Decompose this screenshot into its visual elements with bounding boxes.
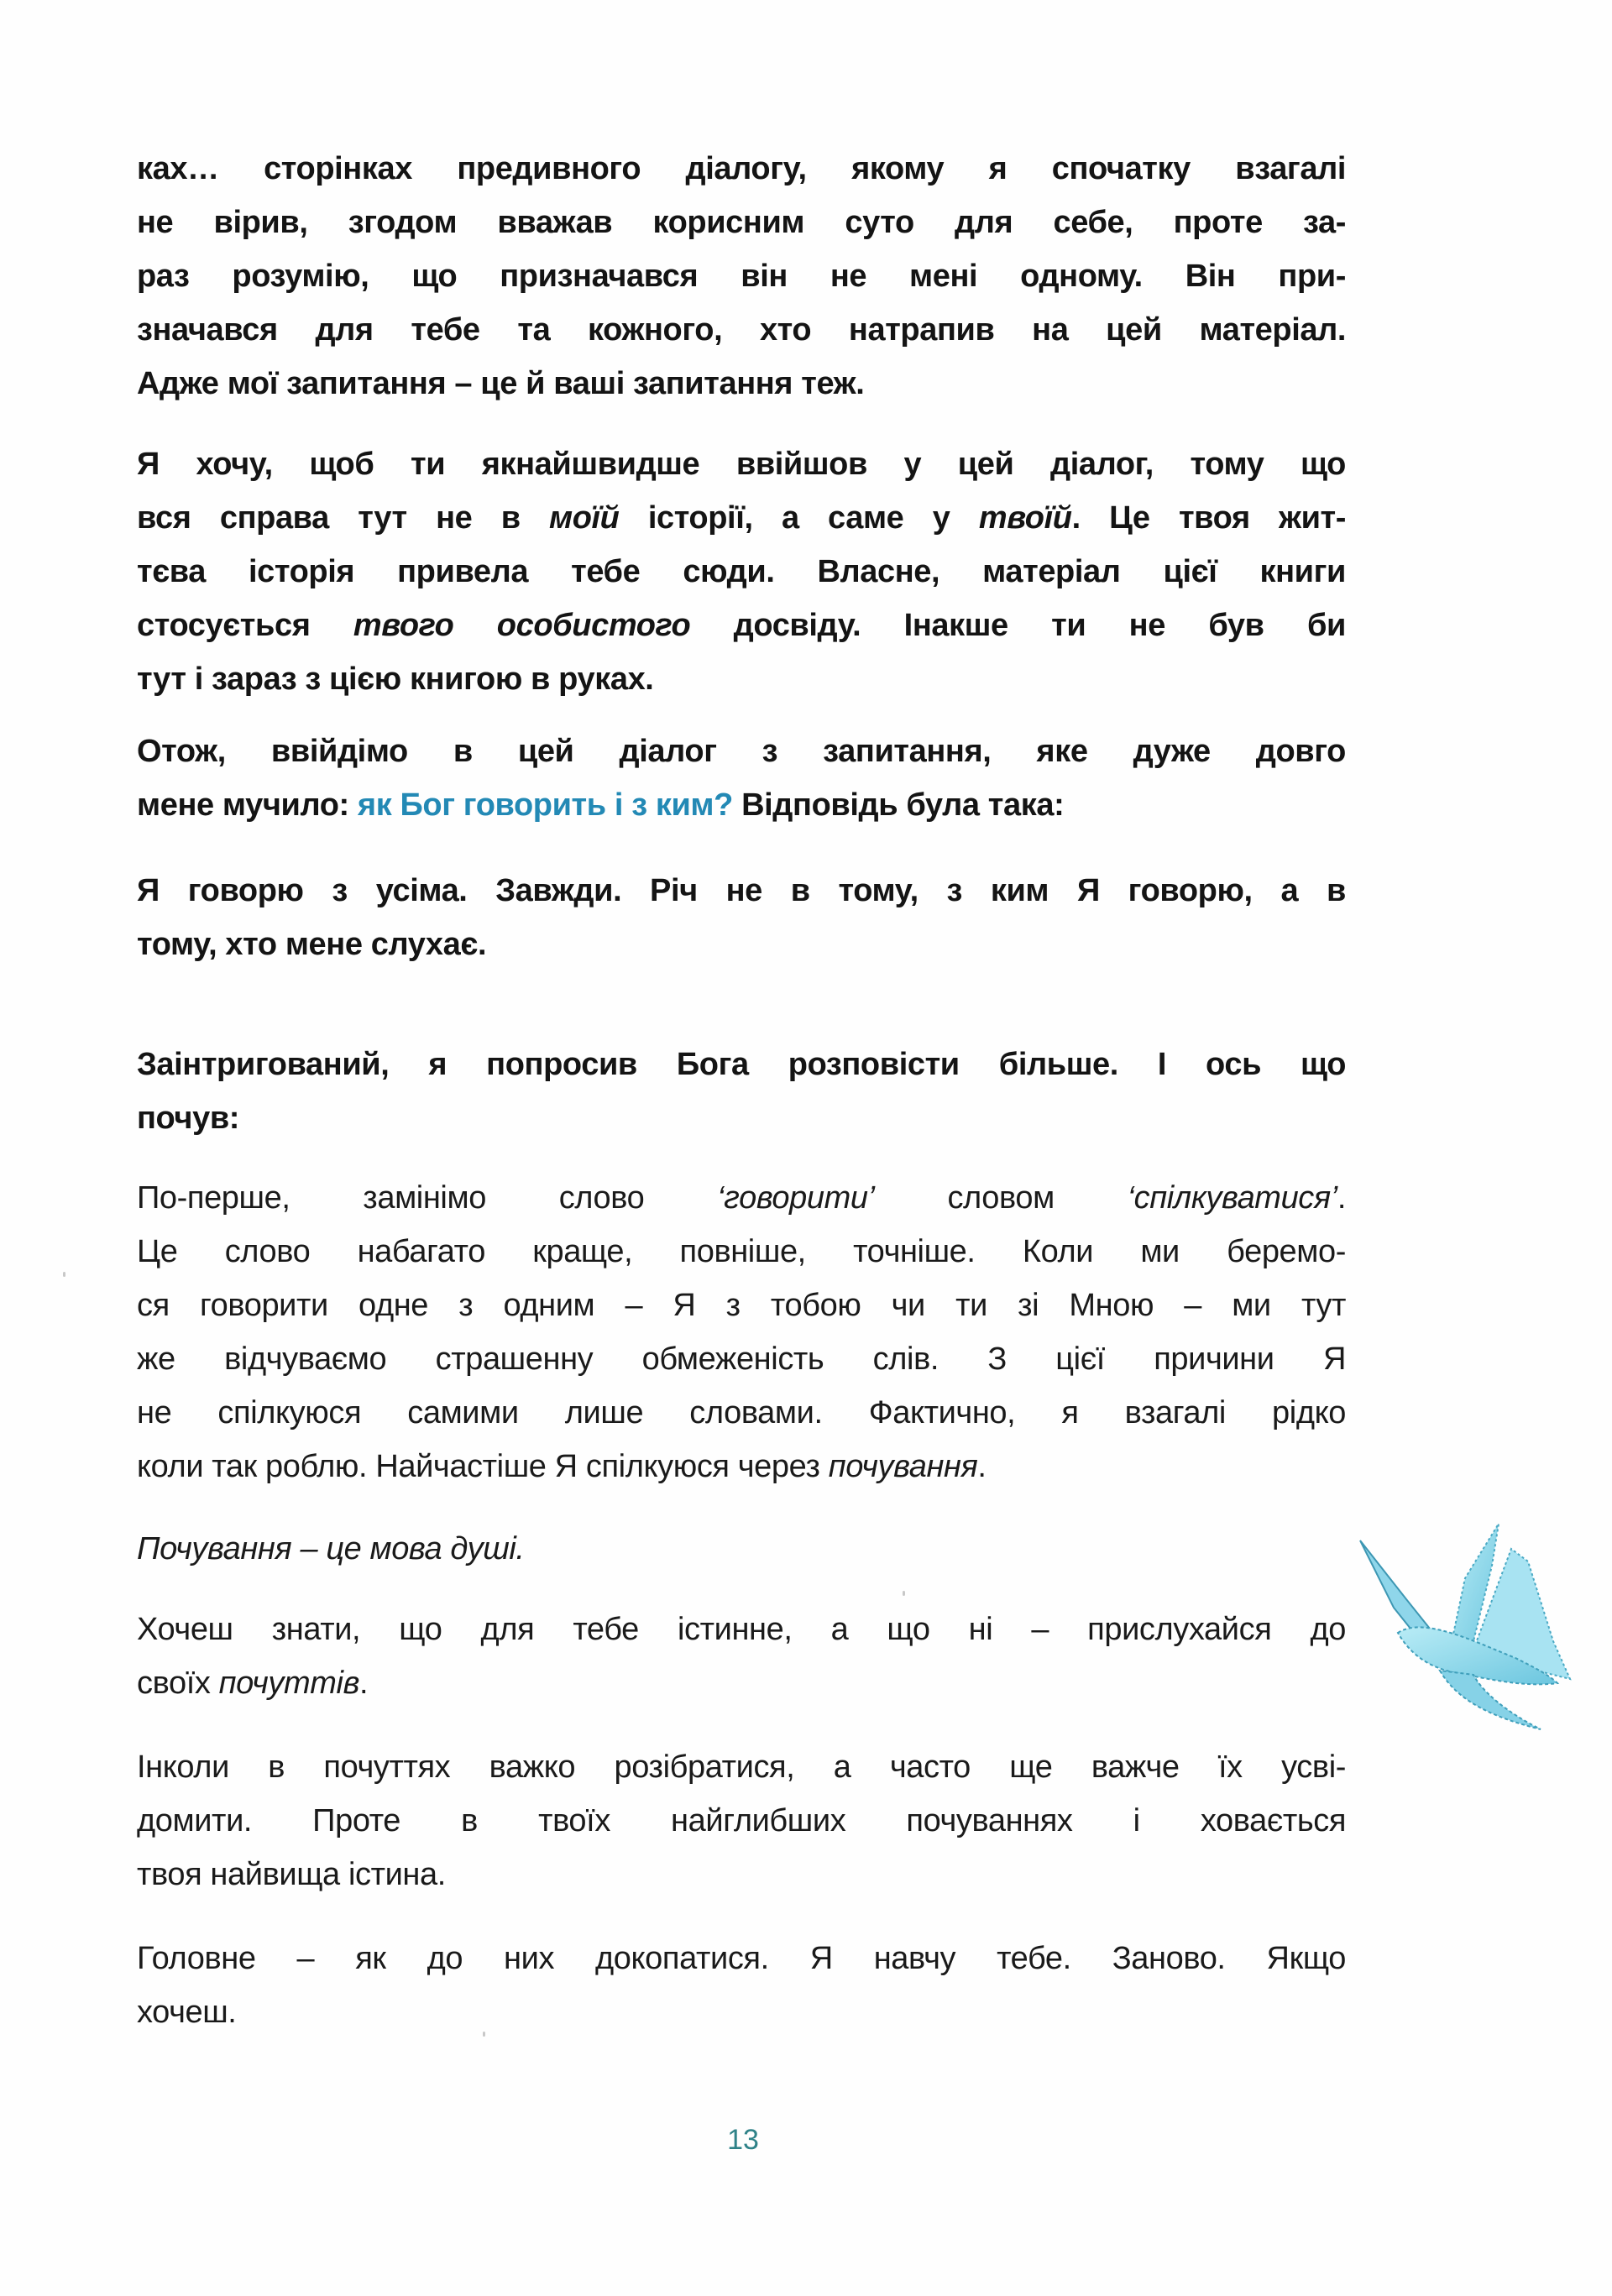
paragraph: [137, 1522, 1346, 1576]
text-segment: словом: [874, 1180, 1128, 1216]
emphasized-text: ‘говорити’: [717, 1180, 875, 1216]
text-segment: коли так роблю. Найчастіше Я спілкуюся через: [137, 1449, 829, 1484]
text-line: [137, 599, 1346, 652]
text-segment: раз розумію, що призначався він не мені одному. Він при-: [137, 259, 1346, 294]
text-line: [137, 1225, 1346, 1279]
text-segment: Це слово набагато краще, повніше, точніше. Коли ми беремо-: [137, 1234, 1346, 1269]
text-line: [137, 1279, 1346, 1332]
text-line: [137, 1522, 1346, 1576]
text-line: [137, 1386, 1346, 1440]
text-line: [137, 778, 1346, 832]
text-segment: По-перше, замінімо слово: [137, 1180, 718, 1216]
emphasized-text: почуттів: [218, 1666, 360, 1701]
text-segment: Я говорю з усіма. Завжди. Річ не в тому, з ким Я говорю, а в: [137, 873, 1346, 908]
text-segment: хочеш.: [137, 1995, 237, 2030]
paragraph: [137, 142, 1346, 411]
text-line: [137, 1740, 1346, 1794]
swallow-bird-icon: [1348, 1515, 1574, 1734]
text-segment: тєва історія привела тебе сюди. Власне, матеріал цієї книги: [137, 554, 1346, 589]
text-line: [137, 303, 1346, 357]
text-segment: .: [1337, 1180, 1347, 1216]
text-segment: не вірив, згодом вважав корисним суто для себе, проте за-: [137, 205, 1346, 240]
paper-speck: [483, 2032, 485, 2037]
text-segment: Головне – як до них докопатися. Я навчу тебе. Заново. Якщо: [137, 1941, 1346, 1976]
emphasized-text: твого особистого: [353, 608, 691, 643]
text-segment: Адже мої запитання – це й ваші запитання теж.: [137, 366, 865, 401]
text-segment: Отож, ввійдімо в цей діалог з запитання, яке дуже довго: [137, 734, 1346, 769]
text-line: [137, 1440, 1346, 1493]
page-number: 13: [727, 2124, 759, 2156]
text-segment: мене мучило:: [137, 787, 358, 823]
paragraph: [137, 1038, 1346, 1145]
text-segment: твоя найвища істина.: [137, 1857, 446, 1892]
text-segment: Хочеш знати, що для тебе істинне, а що ні – прислухайся до: [137, 1612, 1346, 1647]
text-segment: вся справа тут не в: [137, 500, 549, 536]
text-segment: же відчуваємо страшенну обмеженість слів. З цієї причини Я: [137, 1342, 1346, 1377]
emphasized-text: Почування – це мова душі.: [137, 1531, 525, 1566]
text-line: [137, 1794, 1346, 1848]
text-line: [137, 437, 1346, 491]
text-segment: тут і зараз з цією книгою в руках.: [137, 662, 654, 697]
text-segment: домити. Проте в твоїх найглибших почуваннях і ховається: [137, 1803, 1346, 1838]
text-line: [137, 1332, 1346, 1386]
text-segment: тому, хто мене слухає.: [137, 927, 487, 962]
text-line: [137, 1091, 1346, 1145]
text-line: [137, 918, 1346, 971]
text-line: [137, 1985, 1346, 2039]
emphasized-text: твоїй: [978, 500, 1072, 536]
highlighted-question: як Бог говорить і з ким?: [357, 787, 733, 823]
text-segment: .: [977, 1449, 987, 1484]
text-line: [137, 652, 1346, 706]
paper-speck: [63, 1272, 65, 1277]
paragraph: [137, 1932, 1346, 2039]
text-line: [137, 491, 1346, 545]
emphasized-text: моїй: [549, 500, 620, 536]
text-line: [137, 1656, 1346, 1710]
text-segment: Інколи в почуттях важко розібратися, а часто ще важче їх усві-: [137, 1749, 1346, 1785]
text-segment: ся говорити одне з одним – Я з тобою чи ти зі Мною – ми тут: [137, 1288, 1346, 1323]
text-segment: почув:: [137, 1101, 240, 1136]
text-line: [137, 724, 1346, 778]
paragraph: [137, 437, 1346, 706]
emphasized-text: ‘спілкуватися’: [1127, 1180, 1337, 1216]
text-segment: не спілкуюся самими лише словами. Фактично, я взагалі рідко: [137, 1395, 1346, 1430]
text-line: [137, 1038, 1346, 1091]
text-line: [137, 357, 1346, 411]
text-segment: стосується: [137, 608, 353, 643]
text-line: [137, 1848, 1346, 1901]
text-line: [137, 864, 1346, 918]
text-line: [137, 142, 1346, 196]
text-line: [137, 196, 1346, 249]
text-segment: Я хочу, щоб ти якнайшвидше ввійшов у цей діалог, тому що: [137, 447, 1346, 482]
text-segment: досвіду. Інакше ти не був би: [690, 608, 1346, 643]
paragraph: [137, 1740, 1346, 1901]
paragraph: [137, 724, 1346, 832]
text-line: [137, 249, 1346, 303]
text-segment: своїх: [137, 1666, 219, 1701]
text-line: [137, 1171, 1346, 1225]
text-segment: значався для тебе та кожного, хто натрапив на цей матеріал.: [137, 312, 1346, 348]
text-segment: Відповідь була така:: [732, 787, 1065, 823]
emphasized-text: почування: [828, 1449, 978, 1484]
text-line: [137, 545, 1346, 599]
paragraph: [137, 864, 1346, 971]
text-line: [137, 1603, 1346, 1656]
text-segment: .: [359, 1666, 369, 1701]
text-segment: . Це твоя жит-: [1071, 500, 1347, 536]
text-segment: Заінтригований, я попросив Бога розповісти більше. І ось що: [137, 1047, 1346, 1082]
paragraph: [137, 1603, 1346, 1710]
text-line: [137, 1932, 1346, 1985]
text-segment: історії, а саме у: [619, 500, 979, 536]
paper-speck: [903, 1591, 905, 1596]
text-segment: ках… сторінках предивного діалогу, якому я спочатку взагалі: [137, 151, 1346, 186]
paragraph: [137, 1171, 1346, 1493]
